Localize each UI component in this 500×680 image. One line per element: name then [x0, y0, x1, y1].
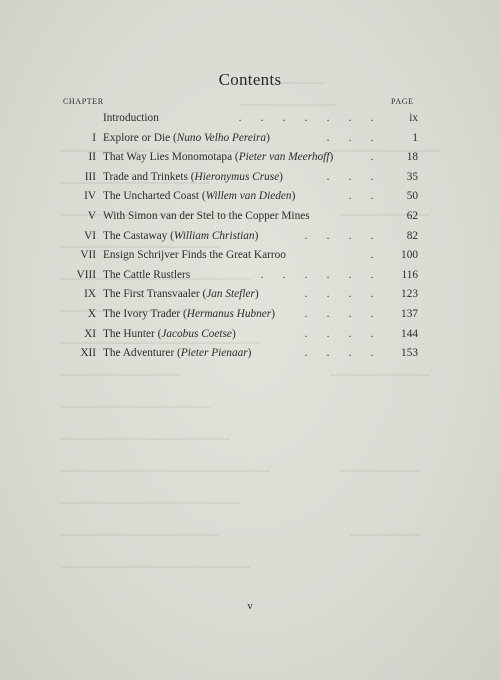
page-number: 137 — [401, 307, 418, 320]
chapter-title: Introduction — [103, 112, 159, 124]
chapter-heading: The First Transvaaler (Jan Stefler) — [103, 288, 259, 301]
page-number: 123 — [401, 288, 418, 301]
chapter-number: VIII — [76, 268, 96, 281]
leader-dots: . . . . — [304, 307, 374, 320]
chapter-author: Hieronymus Cruse — [194, 170, 280, 183]
page-number: 116 — [401, 268, 418, 281]
toc-entry — [0, 207, 500, 227]
chapter-heading: Trade and Trinkets (Hieronymus Cruse) — [103, 170, 283, 183]
chapter-title: The Uncharted Coast — [103, 190, 199, 203]
toc-entry — [0, 246, 500, 266]
chapter-heading: The Hunter (Jacobus Coetse) — [103, 327, 236, 340]
toc-entry — [0, 227, 500, 247]
chapter-title: The First Transvaaler — [103, 288, 200, 301]
chapter-number: XI — [84, 327, 96, 340]
chapter-author: Nuno Velho Pereira — [176, 131, 267, 144]
page-number: 18 — [406, 151, 418, 164]
page-number: 62 — [406, 209, 418, 222]
chapter-title: Explore or Die — [103, 131, 171, 144]
page-number: 153 — [401, 347, 418, 360]
chapter-title: The Ivory Trader — [103, 307, 181, 320]
chapter-heading: Explore or Die (Nuno Velho Pereira) — [103, 131, 270, 144]
toc-entry — [0, 148, 500, 168]
toc-entry — [0, 129, 500, 149]
chapter-heading: The Uncharted Coast (Willem van Dieden) — [103, 190, 296, 203]
chapter-number: V — [87, 209, 96, 222]
toc-entry — [0, 266, 500, 286]
chapter-title: The Cattle Rustlers — [103, 268, 191, 281]
page-number: 144 — [401, 327, 418, 340]
toc-entry — [0, 325, 500, 345]
chapter-heading: The Ivory Trader (Hermanus Hubner) — [103, 307, 275, 320]
chapter-number: I — [92, 131, 96, 144]
leader-dots: . . . . . . . — [238, 112, 374, 124]
chapter-title: Ensign Schrijver Finds the Great Karroo — [103, 249, 286, 262]
leader-dots: . . . . — [304, 288, 374, 301]
table-of-contents — [0, 109, 500, 364]
chapter-number: II — [88, 151, 96, 164]
chapter-column-header: CHAPTER — [63, 97, 104, 106]
page-number: 50 — [406, 190, 418, 203]
page-number: 1 — [412, 131, 418, 144]
chapter-author: Pieter van Meerhoff — [238, 151, 330, 164]
chapter-number: X — [87, 307, 96, 320]
page-column-header: PAGE — [391, 97, 414, 106]
leader-dots: . — [370, 151, 374, 164]
chapter-number: III — [84, 170, 96, 183]
leader-dots: . . . . . . — [260, 268, 374, 281]
chapter-heading — [103, 207, 310, 227]
leader-dots: . — [370, 249, 374, 262]
toc-entry — [0, 109, 500, 129]
chapter-title: Trade and Trinkets — [103, 170, 188, 183]
chapter-heading: The Adventurer (Pieter Pienaar) — [103, 347, 252, 360]
leader-dots: . . . — [326, 170, 374, 183]
toc-entry — [0, 187, 500, 207]
contents-title: Contents — [218, 70, 282, 89]
leader-dots: . . . . — [304, 327, 374, 340]
leader-dots: . . . — [326, 131, 374, 144]
page-folio: v — [247, 600, 253, 612]
chapter-number: IX — [84, 288, 96, 301]
chapter-author: William Christian — [173, 229, 255, 242]
chapter-title: That Way Lies Monomotapa — [103, 151, 233, 164]
chapter-heading: The Castaway (William Christian) — [103, 229, 259, 242]
page-number: 35 — [406, 170, 418, 183]
chapter-number: IV — [84, 190, 96, 203]
chapter-title: The Hunter — [103, 327, 155, 340]
chapter-title: The Castaway — [103, 229, 168, 242]
chapter-author: Jan Stefler — [206, 288, 255, 301]
chapter-author: Pieter Pienaar — [180, 347, 248, 360]
chapter-number: VII — [80, 249, 96, 262]
chapter-author: Hermanus Hubner — [186, 307, 272, 320]
toc-entry — [0, 305, 500, 325]
toc-entry — [0, 344, 500, 364]
chapter-number: XII — [80, 347, 96, 360]
leader-dots: . . . . — [304, 347, 374, 360]
chapter-title: The Adventurer — [103, 347, 175, 360]
toc-entry — [0, 285, 500, 305]
page-number: 100 — [401, 249, 418, 262]
chapter-number: VI — [84, 229, 96, 242]
toc-entry — [0, 168, 500, 188]
leader-dots: . . . . — [304, 229, 374, 242]
chapter-author: Willem van Dieden — [205, 190, 292, 203]
leader-dots: . . — [348, 190, 374, 203]
chapter-author: Jacobus Coetse — [161, 327, 232, 340]
page-number: ix — [409, 112, 418, 124]
page-number: 82 — [406, 229, 418, 242]
chapter-heading: That Way Lies Monomotapa (Pieter van Meerhoff) — [103, 151, 334, 164]
chapter-title: With Simon van der Stel to the Copper Mines — [103, 209, 310, 222]
